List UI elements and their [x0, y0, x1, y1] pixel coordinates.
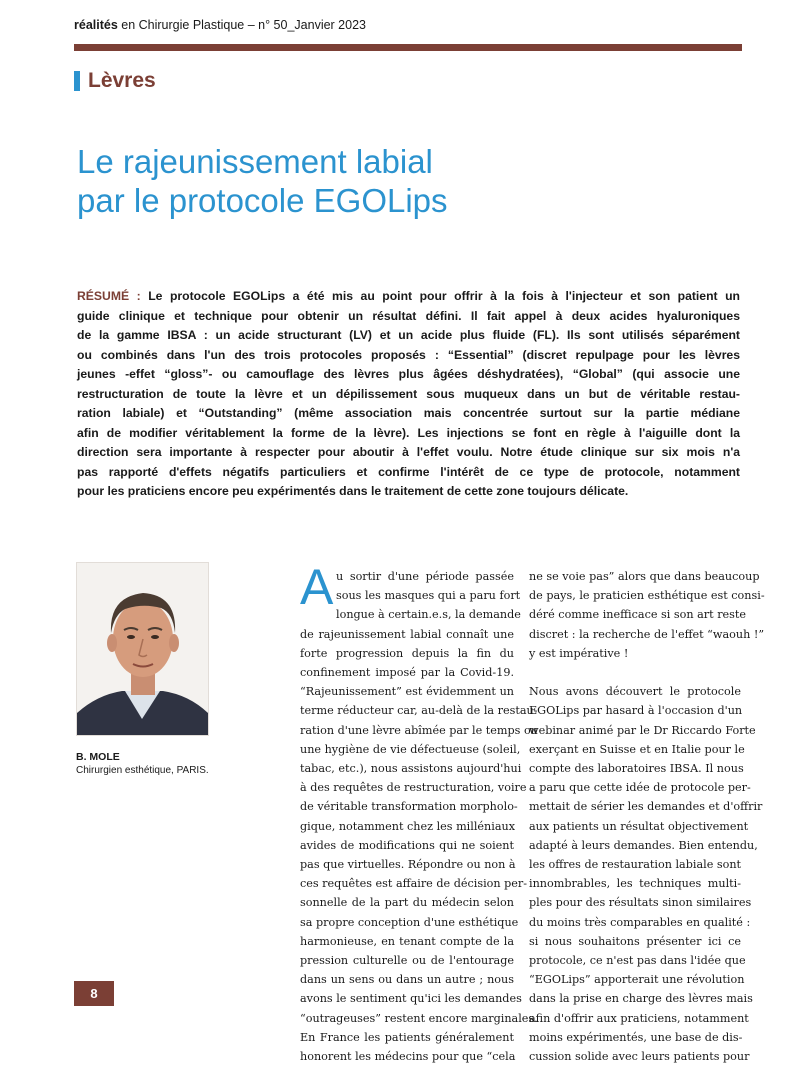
body-column-2	[529, 567, 765, 1066]
author-name: B. MOLE	[76, 751, 120, 763]
body-line: de véritable transformation morpholo-	[300, 800, 518, 814]
body-line: pas que virtuelles. Répondre ou non à	[300, 858, 516, 872]
section-label: Lèvres	[88, 69, 156, 92]
body-line: pression culturelle ou de l'entourage	[300, 954, 514, 968]
abstract-line	[77, 287, 740, 307]
abstract-keyword: RÉSUMÉ :	[77, 289, 141, 303]
body-line: sonnelle de la part du médecin selon	[300, 896, 514, 910]
body-line: forte progression depuis la fin du	[300, 646, 514, 660]
article-title	[77, 142, 737, 220]
body-line: y est impérative !	[529, 646, 629, 660]
abstract-line: restructuration de toute la lèvre et un dépilissement sous muqueux dans un but de véritable restau-	[77, 386, 740, 401]
section-marker	[74, 71, 80, 91]
author-portrait-image	[77, 563, 208, 735]
body-line: dans un sens ou dans un autre ; nous	[300, 973, 514, 987]
body-line: du moins très comparables en qualité :	[529, 915, 751, 929]
body-line: En France les patients généralement	[300, 1030, 514, 1044]
body-line: déré comme inefficace si son art reste	[529, 608, 747, 622]
body-line: harmonieuse, en tenant compte de la	[300, 934, 514, 948]
abstract-line: pour les praticiens encore peu expérimentés dans le traitement de cette zone toujours délicate.	[77, 484, 629, 498]
title-line-2: par le protocole EGOLips	[77, 182, 448, 219]
body-line: adapté à leurs demandes. Bien entendu,	[529, 838, 758, 852]
body-column-1	[300, 567, 538, 1066]
body-line: longue à certain.e.s, la demande	[336, 608, 521, 622]
body-line: webinar animé par le Dr Riccardo Forte	[529, 723, 756, 737]
body-line: gique, notamment chez les milléniaux	[300, 819, 516, 833]
abstract-line: guide clinique et technique pour obtenir un résultat défini. Il fait appel à deux acides hyaluroniques	[77, 308, 740, 323]
body-line: une hygiène de vie défectueuse (soleil,	[300, 742, 521, 756]
body-line: avides de modifications qui ne soient	[300, 838, 514, 852]
body-line: ces requêtes est affaire de décision per-	[300, 877, 528, 891]
abstract-line: de la gamme IBSA : un acide structurant (LV) et un acide plus fluide (FL). Ils sont utilisés séparément	[77, 328, 740, 342]
abstract-line: ou combinés dans l'un des trois protocoles proposés : “Essential” (discret repulpage pour les lèvres	[77, 347, 740, 362]
body-line: mettait de sérier les demandes et d'offrir	[529, 800, 763, 814]
abstract-line: direction sera importante à respecter pour aboutir à l'effet voulu. Notre étude clinique sur six mois n'a	[77, 445, 740, 459]
body-line: de pays, le praticien esthétique est consi-	[529, 589, 765, 603]
body-line: protocole, ce n'est pas dans l'idée que	[529, 954, 746, 968]
body-line: afin d'offrir aux praticiens, notamment	[529, 1011, 749, 1025]
body-line: honorent les médecins pour que “cela	[300, 1050, 516, 1064]
body-line: “Rajeunissement” est évidemment un	[300, 685, 514, 699]
body-line: u sortir d'une période passée	[336, 570, 514, 583]
author-role: Chirurgien esthétique, PARIS.	[76, 765, 209, 776]
body-line: exerçant en Suisse et en Italie pour le	[529, 742, 745, 756]
author-photo	[76, 562, 209, 736]
abstract	[77, 287, 740, 502]
body-line: dans la prise en charge des lèvres mais	[529, 992, 753, 1006]
body-line: discret : la recherche de l'effet “waouh !”	[529, 627, 765, 641]
running-header	[74, 18, 366, 32]
title-line-1: Le rajeunissement labial	[77, 143, 433, 180]
body-line: moins expérimentés, une base de dis-	[529, 1030, 743, 1044]
abstract-line: pas rapporté d'effets négatifs particuliers et confirme l'intérêt de ce type de protocole, notamment	[77, 464, 740, 479]
body-line: innombrables, les techniques multi-	[529, 877, 741, 891]
body-line: compte des laboratoires IBSA. Il nous	[529, 762, 744, 776]
journal-name: réalités	[74, 18, 118, 32]
body-line: aux patients un résultat objectivement	[529, 819, 749, 833]
body-line: sous les masques qui a paru fort	[336, 589, 521, 603]
body-line: ples pour des résultats sinon similaires	[529, 896, 752, 910]
body-line: Nous avons découvert le protocole	[529, 685, 741, 699]
paragraph-gap	[529, 663, 741, 682]
body-line: si nous souhaitons présenter ici ce	[529, 934, 741, 948]
abstract-line: ration labiale) et “Outstanding” (même association mais concentrée surtout sur la partie médiane	[77, 406, 740, 420]
body-line: de rajeunissement labial connaît une	[300, 627, 514, 641]
body-line: a paru que cette idée de protocole per-	[529, 781, 751, 795]
header-rule	[74, 44, 742, 51]
body-line: confinement imposé par la Covid-19.	[300, 666, 514, 680]
body-line: terme réducteur car, au-delà de la restau-	[300, 704, 538, 718]
body-line: sa propre conception d'une esthétique	[300, 915, 519, 929]
body-line: “EGOLips” apporterait une révolution	[529, 973, 745, 987]
body-line: EGOLips par hasard à l'occasion d'un	[529, 704, 743, 718]
abstract-line: jeunes -effet “gloss”- ou camouflage des lèvres plus âgées déshydratées), “Global” (qui associe une	[77, 367, 740, 381]
section-heading	[74, 68, 156, 94]
abstract-line: afin de modifier véritablement la forme de la lèvre). Les injections se font en règle à l'aiguille dont la	[77, 425, 740, 440]
issue-info: en Chirurgie Plastique – n° 50_Janvier 2023	[117, 18, 366, 32]
page-number: 8	[74, 981, 114, 1006]
body-line: les offres de restauration labiale sont	[529, 858, 742, 872]
drop-cap: A	[300, 559, 334, 615]
body-line: cussion solide avec leurs patients pour	[529, 1050, 750, 1064]
body-line: ne se voie pas” alors que dans beaucoup	[529, 570, 760, 583]
abstract-text: Le protocole EGOLips a été mis au point pour offrir à la fois à l'injecteur et son patient un	[140, 289, 740, 303]
body-line: tabac, etc.), nous assistons aujourd'hui	[300, 762, 522, 776]
body-line: ration d'une lèvre abîmée par le temps ou	[300, 723, 538, 737]
body-line: à des requêtes de restructuration, voire	[300, 781, 527, 795]
body-line: avons le sentiment qu'ici les demandes	[300, 992, 522, 1006]
body-line: “outrageuses” restent encore marginales.	[300, 1011, 538, 1025]
